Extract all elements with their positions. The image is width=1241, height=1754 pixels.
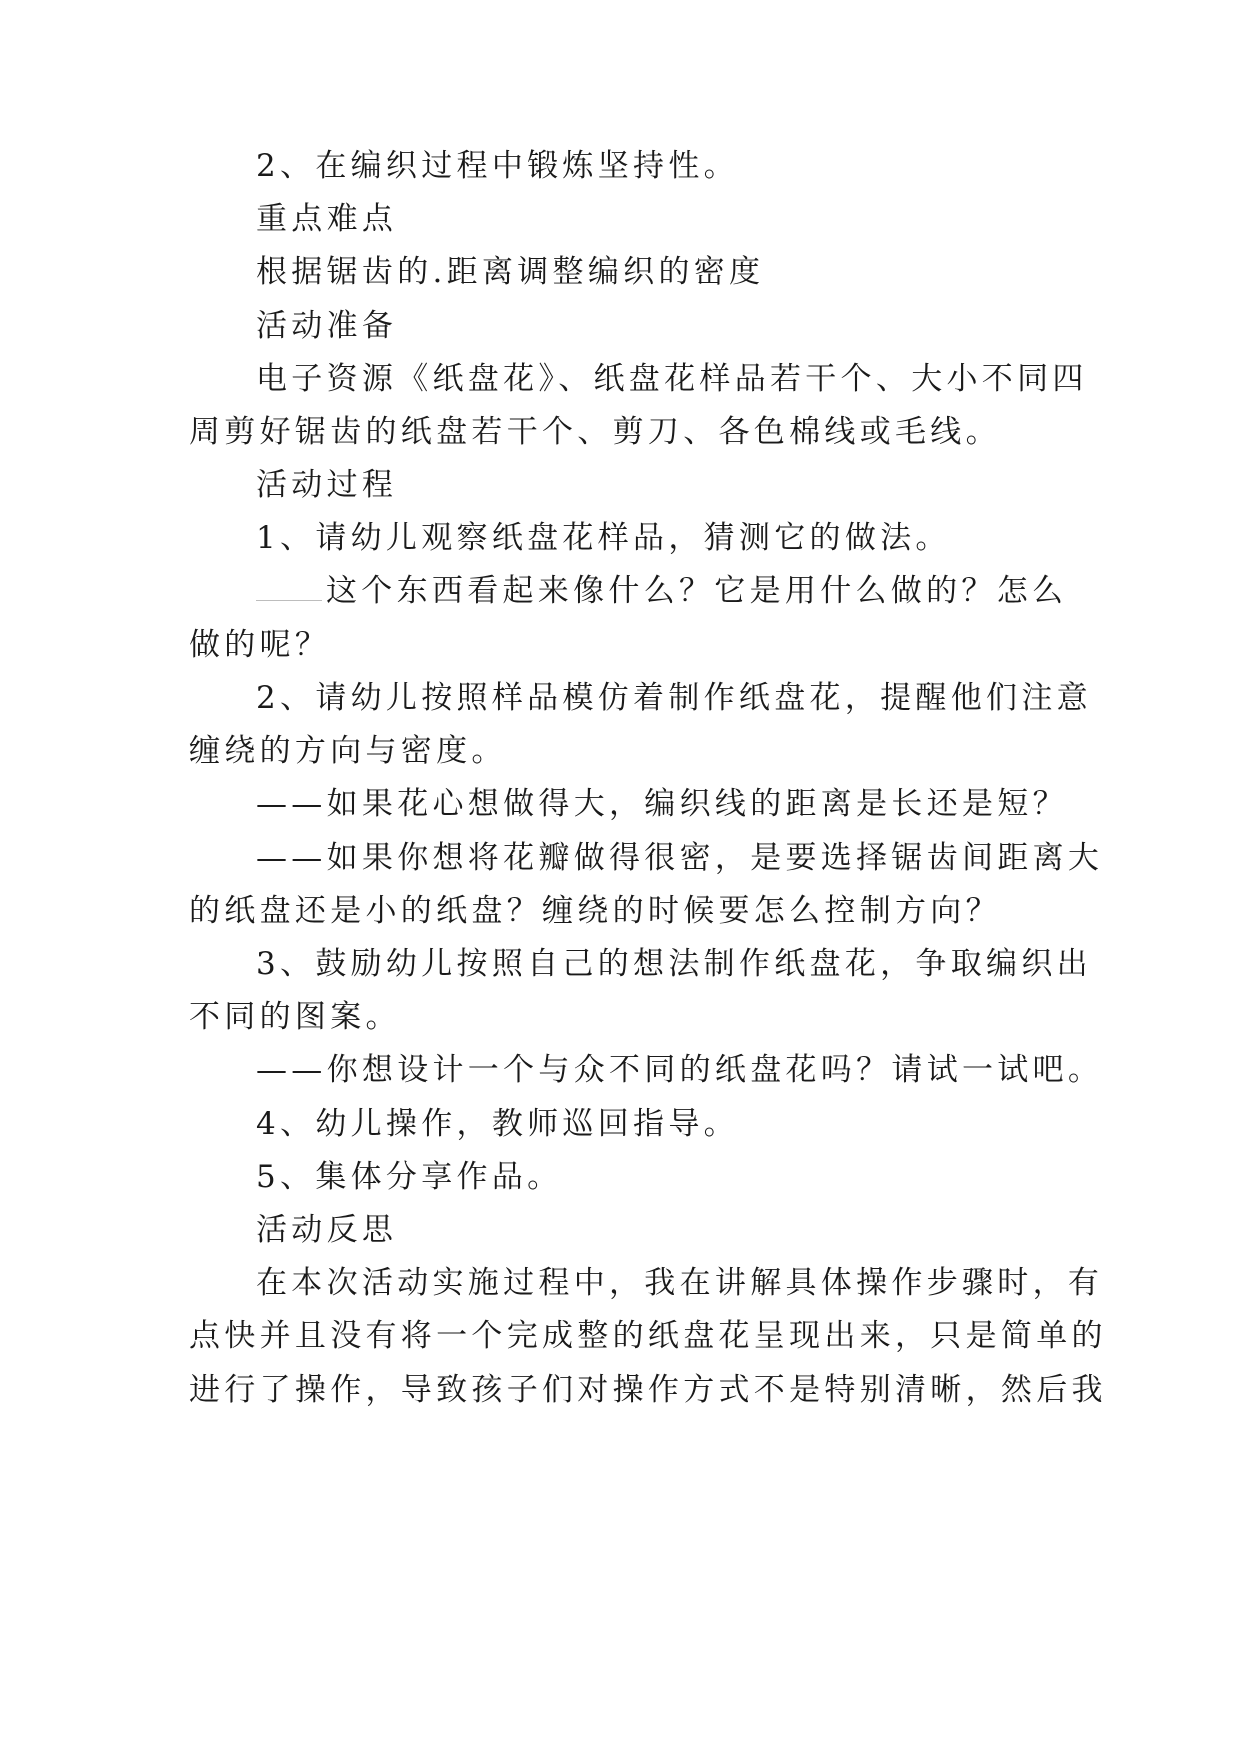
paragraph-preparation-line-1: 电子资源《纸盘花》、纸盘花样品若干个、大小不同四 <box>256 361 1088 397</box>
paragraph-preparation-line-2: 周剪好锯齿的纸盘若干个、剪刀、各色棉线或毛线。 <box>189 414 1001 450</box>
paragraph-key-difficulties: 根据锯齿的.距离调整编织的密度 <box>256 254 765 290</box>
heading-activity-reflection: 活动反思 <box>256 1212 398 1248</box>
paragraph-reflection-line-3: 进行了操作，导致孩子们对操作方式不是特别清晰，然后我 <box>189 1372 1107 1408</box>
paragraph-reflection-line-2: 点快并且没有将一个完成整的纸盘花呈现出来，只是简单的 <box>189 1318 1107 1354</box>
paragraph-question-b-line-1: ——如果你想将花瓣做得很密，是要选择锯齿间距离大 <box>256 840 1104 876</box>
paragraph-step-5: 5、集体分享作品。 <box>256 1159 563 1195</box>
paragraph-step-2-line-2: 缠绕的方向与密度。 <box>189 733 507 769</box>
paragraph-question-c: ——你想设计一个与众不同的纸盘花吗？请试一试吧。 <box>256 1052 1104 1088</box>
paragraph-step-3-line-2: 不同的图案。 <box>189 999 401 1035</box>
paragraph-step-1-question-cont: 做的呢？ <box>189 627 331 663</box>
heading-activity-preparation: 活动准备 <box>256 308 398 344</box>
heading-key-difficulties: 重点难点 <box>256 201 398 237</box>
paragraph-question-b-line-2: 的纸盘还是小的纸盘？缠绕的时候要怎么控制方向？ <box>189 893 1001 929</box>
paragraph-goal-2: 2、在编织过程中锻炼坚持性。 <box>256 148 739 184</box>
fill-in-blank <box>256 580 322 601</box>
paragraph-step-4: 4、幼儿操作，教师巡回指导。 <box>256 1106 739 1142</box>
paragraph-question-a: ——如果花心想做得大，编织线的距离是长还是短？ <box>256 786 1068 822</box>
paragraph-step-1-question <box>256 571 1069 611</box>
heading-activity-process: 活动过程 <box>256 467 398 503</box>
paragraph-step-3-line-1: 3、鼓励幼儿按照自己的想法制作纸盘花，争取编织出 <box>256 946 1092 982</box>
paragraph-reflection-line-1: 在本次活动实施过程中，我在讲解具体操作步骤时，有 <box>256 1265 1104 1301</box>
paragraph-step-2-line-1: 2、请幼儿按照样品模仿着制作纸盘花，提醒他们注意 <box>256 680 1092 716</box>
question-text: 这个东西看起来像什么？它是用什么做的？怎么 <box>326 573 1068 609</box>
paragraph-step-1: 1、请幼儿观察纸盘花样品，猜测它的做法。 <box>256 520 951 556</box>
